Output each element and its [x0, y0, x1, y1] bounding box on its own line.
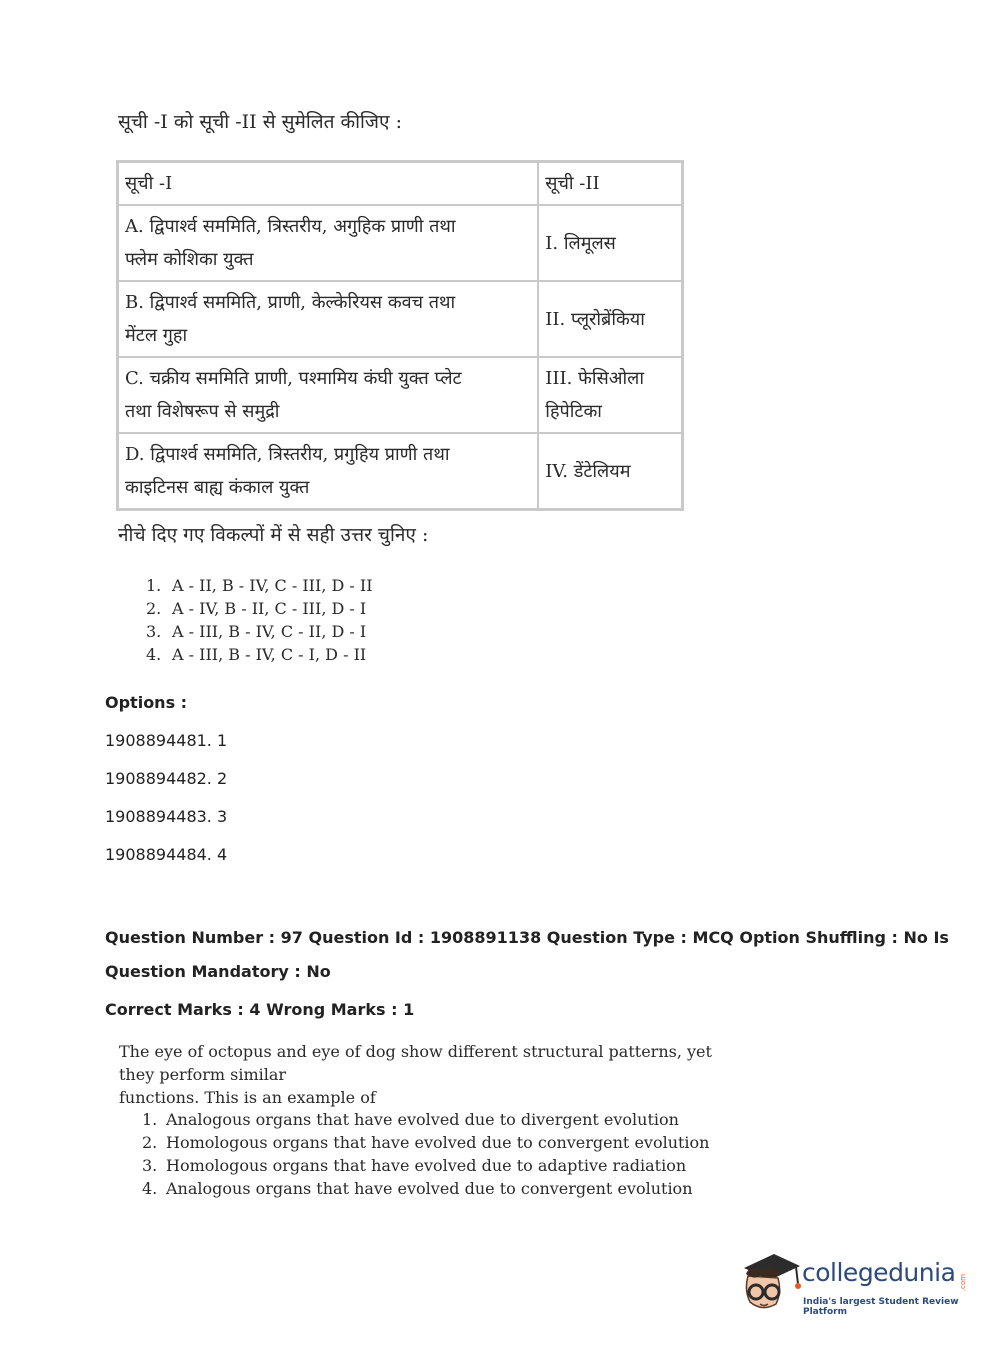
question-meta-line: Question Number : 97 Question Id : 1908891138 Question Type : MCQ Option Shuffling : No Is: [105, 928, 949, 947]
match-table: [116, 160, 684, 511]
cell-line: IV. डेंटेलियम: [545, 460, 631, 482]
option-id-line: 1908894483. 3: [105, 807, 228, 826]
table-row: [118, 357, 683, 433]
mascot-icon: [740, 1246, 802, 1320]
list-item: [146, 574, 373, 597]
cell-line: II. प्लूरोब्रेंकिया: [545, 308, 645, 330]
table-row: [118, 433, 683, 510]
cell-line: III. फेसिओला: [545, 368, 645, 389]
cell-line: C. चक्रीय सममिति प्राणी, पश्मामिय कंघी युक्त प्लेट: [125, 368, 462, 389]
choice-number: 1.: [146, 576, 162, 595]
question-text-line: The eye of octopus and eye of dog show different structural patterns, yet they perform similar: [119, 1042, 712, 1084]
cell-line: फ्लेम कोशिका युक्त: [125, 249, 254, 270]
list-item: [146, 643, 373, 666]
q97-choice-list: [142, 1108, 709, 1200]
table-header-list2: सूची -II: [538, 162, 682, 206]
choice-number: 3.: [142, 1156, 158, 1175]
table-cell-right: [538, 205, 682, 281]
cell-line: A. द्विपार्श्व सममिति, त्रिस्तरीय, अगुहिक प्राणी तथा: [125, 216, 456, 237]
list-item: [142, 1131, 709, 1154]
choice-text: A - II, B - IV, C - III, D - II: [172, 576, 373, 595]
question-text-line: functions. This is an example of: [119, 1088, 376, 1107]
choice-text: Homologous organs that have evolved due to convergent evolution: [166, 1133, 710, 1152]
question-meta-line: Question Mandatory : No: [105, 962, 331, 981]
table-cell-left: [118, 357, 539, 433]
q96-choose-prompt: नीचे दिए गए विकल्पों में से सही उत्तर चुनिए :: [118, 524, 429, 546]
choice-text: Analogous organs that have evolved due to convergent evolution: [166, 1179, 693, 1198]
brand-suffix: .com: [959, 1274, 967, 1292]
brand-tagline: India's largest Student Review Platform: [803, 1297, 959, 1317]
cell-line: I. लिमूलस: [545, 232, 616, 254]
q96-instruction: सूची -I को सूची -II से सुमेलित कीजिए :: [118, 111, 402, 133]
table-header-row: [118, 162, 683, 206]
q96-choice-list: [146, 574, 373, 666]
question-marks-line: Correct Marks : 4 Wrong Marks : 1: [105, 1000, 415, 1019]
table-cell-right: [538, 281, 682, 357]
cell-line: B. द्विपार्श्व सममिति, प्राणी, केल्केरियस कवच तथा: [125, 292, 456, 313]
cell-line: D. द्विपार्श्व सममिति, त्रिस्तरीय, प्रगुहिय प्राणी तथा: [125, 444, 450, 465]
choice-text: Homologous organs that have evolved due to adaptive radiation: [166, 1156, 687, 1175]
cell-line: हिपेटिका: [545, 401, 602, 422]
choice-number: 1.: [142, 1110, 158, 1129]
table-row: [118, 205, 683, 281]
table-header-list1: सूची -I: [118, 162, 539, 206]
choice-text: A - IV, B - II, C - III, D - I: [172, 599, 367, 618]
list-item: [146, 620, 373, 643]
choice-number: 4.: [146, 645, 162, 664]
list-item: [142, 1154, 709, 1177]
option-id-line: 1908894482. 2: [105, 769, 228, 788]
q97-question-text: [119, 1040, 739, 1109]
table-row: [118, 281, 683, 357]
choice-text: A - III, B - IV, C - II, D - I: [172, 622, 367, 641]
option-id-line: 1908894484. 4: [105, 845, 228, 864]
table-cell-right: [538, 433, 682, 510]
table-cell-left: [118, 433, 539, 510]
cell-line: काइटिनस बाह्य कंकाल युक्त: [125, 477, 310, 498]
table-cell-right: [538, 357, 682, 433]
choice-number: 2.: [146, 599, 162, 618]
choice-number: 4.: [142, 1179, 158, 1198]
brand-name: collegedunia: [802, 1258, 956, 1287]
list-item: [142, 1177, 709, 1200]
choice-text: A - III, B - IV, C - I, D - II: [172, 645, 367, 664]
choice-number: 3.: [146, 622, 162, 641]
options-heading: Options :: [105, 693, 188, 712]
cell-line: तथा विशेषरूप से समुद्री: [125, 401, 280, 422]
choice-text: Analogous organs that have evolved due to divergent evolution: [166, 1110, 679, 1129]
list-item: [142, 1108, 709, 1131]
choice-number: 2.: [142, 1133, 158, 1152]
table-cell-left: [118, 281, 539, 357]
table-cell-left: [118, 205, 539, 281]
list-item: [146, 597, 373, 620]
option-id-line: 1908894481. 1: [105, 731, 228, 750]
cell-line: मेंटल गुहा: [125, 325, 188, 346]
